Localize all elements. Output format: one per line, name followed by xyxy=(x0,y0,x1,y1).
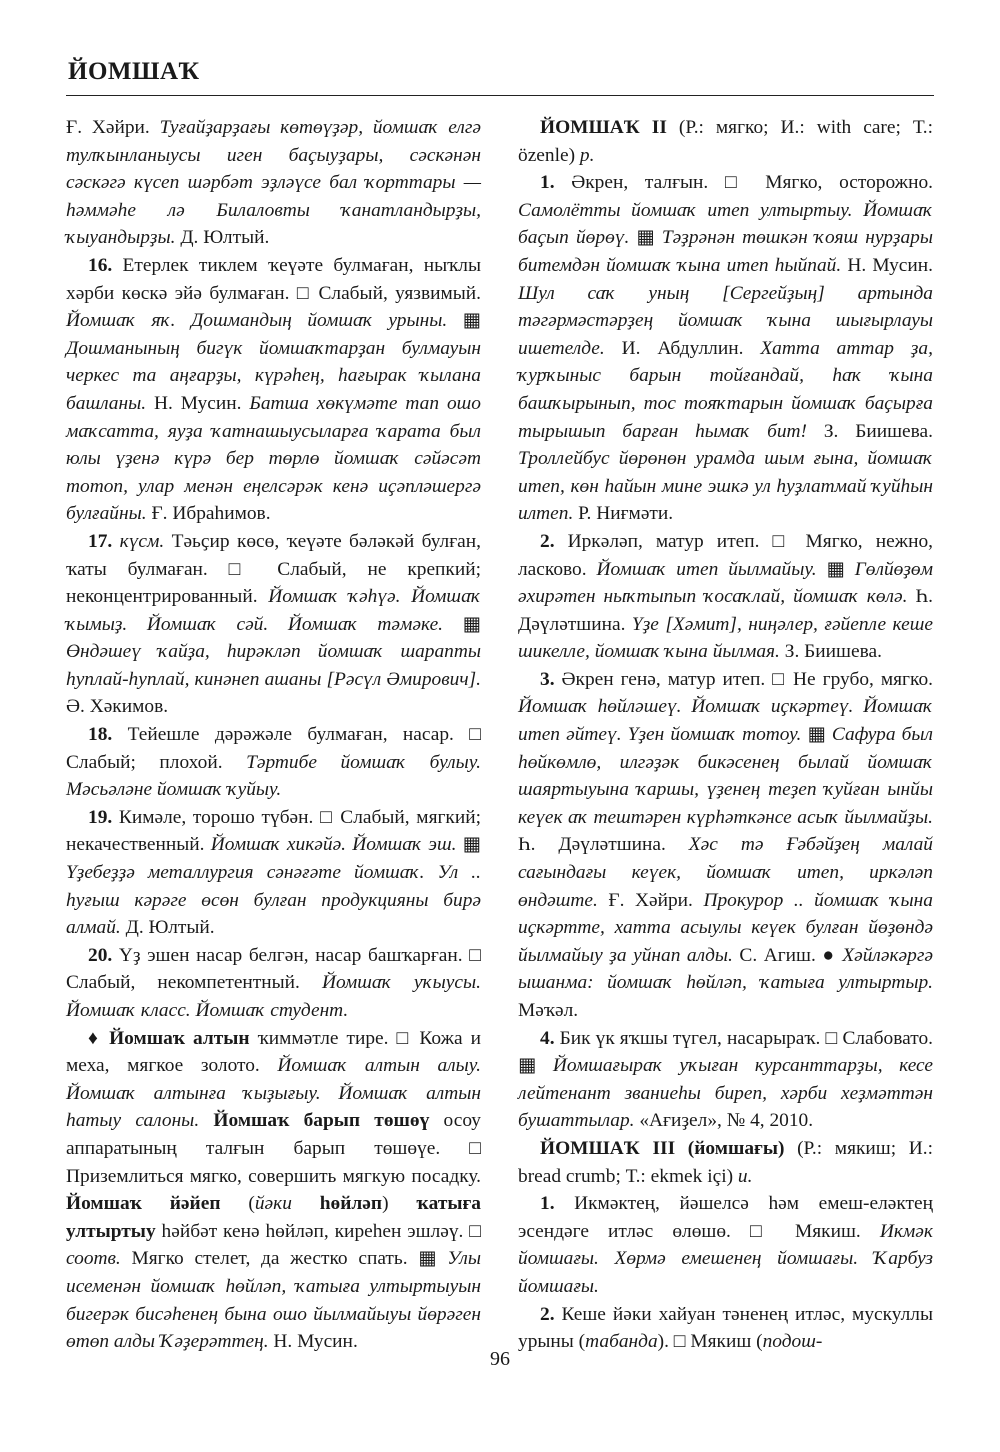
sense-19: 19. Кимәле, торошо түбән. □ Слабый, мягкий; некачественный. Йомшаҡ хикәйә. Йомшаҡ эш. ▦ Үҙебеҙҙә металлургия сәнәғәте йомшаҡ. Ул .. һуғыш кәрәге өсөн булған продукцияны бирә алмай. Д. Юлтый. xyxy=(66,806,481,939)
right-column xyxy=(518,114,933,1356)
sense-16: 16. Етерлек тиклем ҡеүәте булмаған, ныҡлы хәрби көскә эйә булмаған. □ Слабый, уязвимый. Йомшаҡ яҡ. Дошмандың йомшаҡ урыны. ▦ Дошманының бигүк йомшаҡтарҙан булмауын черкес та аңғарҙы, күрәһең, һағырак ҡылана башланы. Н. Мусин. Батша хөкүмәте тап ошо маҡсатта, яуҙа ҡатнашыусыларға ҡарата был юлы үҙенә күрә бер төрлө йомшаҡ сәйәсәт тотоп, улар менән еңелсәрәк кенә иҫәпләшергә булғайны. Ғ. Ибраһимов. xyxy=(66,254,482,525)
running-title: ЙОМШАҠ xyxy=(68,58,200,85)
sense-2: 2. Иркәләп, матур итеп. □ Мягко, нежно, ласково. Йомшаҡ итеп йылмайыу. ▦ Гөлйөҙөм әхирәтен ныҡтыпып ҡосаҡлай, йомшаҡ көлә. Һ. Дәүләтшина. Үҙе [Хәмит], ниңәлер, ғәйепле кеше шикелле, йомшаҡ ҡына йылмая. З. Биишева. xyxy=(518,530,933,663)
entry-paragraph: Ғ. Хәйри. Туғайҙарҙағы көтөүҙәр, йомшаҡ елгә тулҡынланыусы иген баҫыуҙары, сәскәнән сәскәгә күсеп шәрбәт эҙләүсе бал ҡорттары — һәммәһе лә Билаловты ҡанатландырҙы, ҡыуандырҙы. Д. Юлтый. xyxy=(66,117,481,249)
sense-3: 3. Әкрен генә, матур итеп. □ Не грубо, мягко. Йомшаҡ һөйләшеү. Йомшаҡ иҫкәртеү. Йомшаҡ итеп әйтеү. Үҙен йомшаҡ тотоу. ▦ Сафура был һөйкөмлө, илгәҙәк бикәсенең былай йомшаҡ шаяртыуына ҡаршы, үҙенең теҙеп ҡуйған ынйы кеүек аҡ тештәрен күрһәткәнсе асыҡ йылмайҙы. Һ. Дәүләтшина. Хәс тә Ғәбәйҙең малай сағындағы кеүек, йомшаҡ итеп, иркәләп өндәште. Ғ. Хәйри. Прокурор .. йомшаҡ ҡына иҫкәртте, хатта асыулы кеүек булған йөҙөндә йылмайыу ҙа уйнап алды. С. Агиш. ● Хәйләкәргә ышанма: йомшаҡ һөйләп, ҡатыға ултыртыр. Мәҡәл. xyxy=(518,668,934,1021)
sense-1-yomshak-3: 1. Икмәктең, йәшелсә һәм емеш-еләктең эсендәге итләс өлөшө. □ Мякиш. Икмәк йомшағы. Хөрмә емешенең йомшағы. Ҡарбуз йомшағы. xyxy=(518,1193,933,1297)
idioms-block: ♦ Йомшаҡ алтын ҡиммәтле тире. □ Кожа и меха, мягкое золото. Йомшаҡ алтын алыу. Йомшаҡ алтынға ҡыҙығыу. Йомшаҡ алтын һатыу салоны. Йомшаҡ барып төшөү осоу аппаратының талғын барып төшөүе. □ Приземлиться мягко, совершить мягкую посадку. Йомшаҡ йәйеп (йәки һөйләп) ҡатыға ултыртыу һәйбәт кенә һөйләп, киреһен эшләү. □ соотв. Мягко стелет, да жестко спать. ▦ Улы исеменән йомшаҡ һөйләп, ҡатыға ултыртыуын бигерәк бисәһенең бына ошо йылмайыуы йөрәген өтөп алды Ҡәҙерәттең. Н. Мусин. xyxy=(66,1027,481,1353)
headword-yomshak-3: ЙОМШАҠ III (йомшағы) (Р.: мякиш; И.: bread crumb; Т.: ekmek içi) и. xyxy=(518,1137,933,1187)
sense-4: 4. Бик үк яҡшы түгел, насарыраҡ. □ Слабовато. ▦ Йомшағыраҡ уҡыған курсанттарҙы, кесе лейтенант званиеһы биреп, хәрби хеҙмәттән бушаттылар. «Ағиҙел», № 4, 2010. xyxy=(518,1027,934,1132)
sense-20: 20. Үҙ эшен насар белгән, насар башҡарған. □ Слабый, некомпетентный. Йомшаҡ уҡыусы. Йомшаҡ класс. Йомшаҡ студент. xyxy=(66,944,482,1021)
sense-18: 18. Тейешле дәрәжәле булмаған, насар. □ Слабый; плохой. Тәртибе йомшаҡ булыу. Мәсьәләне йомшаҡ ҡуйыу. xyxy=(66,724,481,801)
sense-2-yomshak-3: 2. Кеше йәки хайуан тәненең итләс, мускуллы урыны (табанда). □ Мякиш (подош- xyxy=(518,1303,933,1353)
sense-17: 17. күсм. Тәьҫир көсө, ҡеүәте бәләкәй булған, ҡаты булмаған. □ Слабый, не крепкий; неконцентрированный. Йомшаҡ ҡәһүә. Йомшаҡ ҡымыҙ. Йомшаҡ сәй. Йомшаҡ тәмәке. ▦ Өндәшеү ҡайҙа, һирәкләп йомшаҡ шарапты һуплай-һуплай, кинәнеп ашаны [Рәсүл Әмирович]. Ә. Хәкимов. xyxy=(66,530,481,718)
header-rule xyxy=(66,95,934,96)
headword-yomshak-2: ЙОМШАҠ II (Р.: мягко; И.: with care; Т.: özenle) р. xyxy=(518,117,933,166)
sense-1: 1. Әкрен, талғын. □ Мягко, осторожно. Самолётты йомшаҡ итеп ултыртыу. Йомшаҡ баҫып йөрөү. ▦ Тәҙрәнән төшкән ҡояш нурҙары битемдән йомшаҡ ҡына итеп һыйпай. Н. Мусин. Шул саҡ уның [Сергейҙың] артында тәгәрмәстәрҙең йомшаҡ ҡына шығырлауы ишетелде. И. Абдуллин. Хатта аттар ҙа, ҡурҡыныс барын тойғандай, һаҡ ҡына башҡырынып, тос тояҡтарын йомшаҡ баҫырға тырышып барған һымаҡ бит! З. Биишева. Троллейбус йөрөнөн урамда шым ғына, йомшаҡ итеп, көн һайын мине эшкә ул һуҙлатмай ҡуйһын илтеп. Р. Ниғмәти. xyxy=(518,172,933,525)
page-number: 96 xyxy=(490,1348,510,1370)
left-column xyxy=(66,114,481,1356)
